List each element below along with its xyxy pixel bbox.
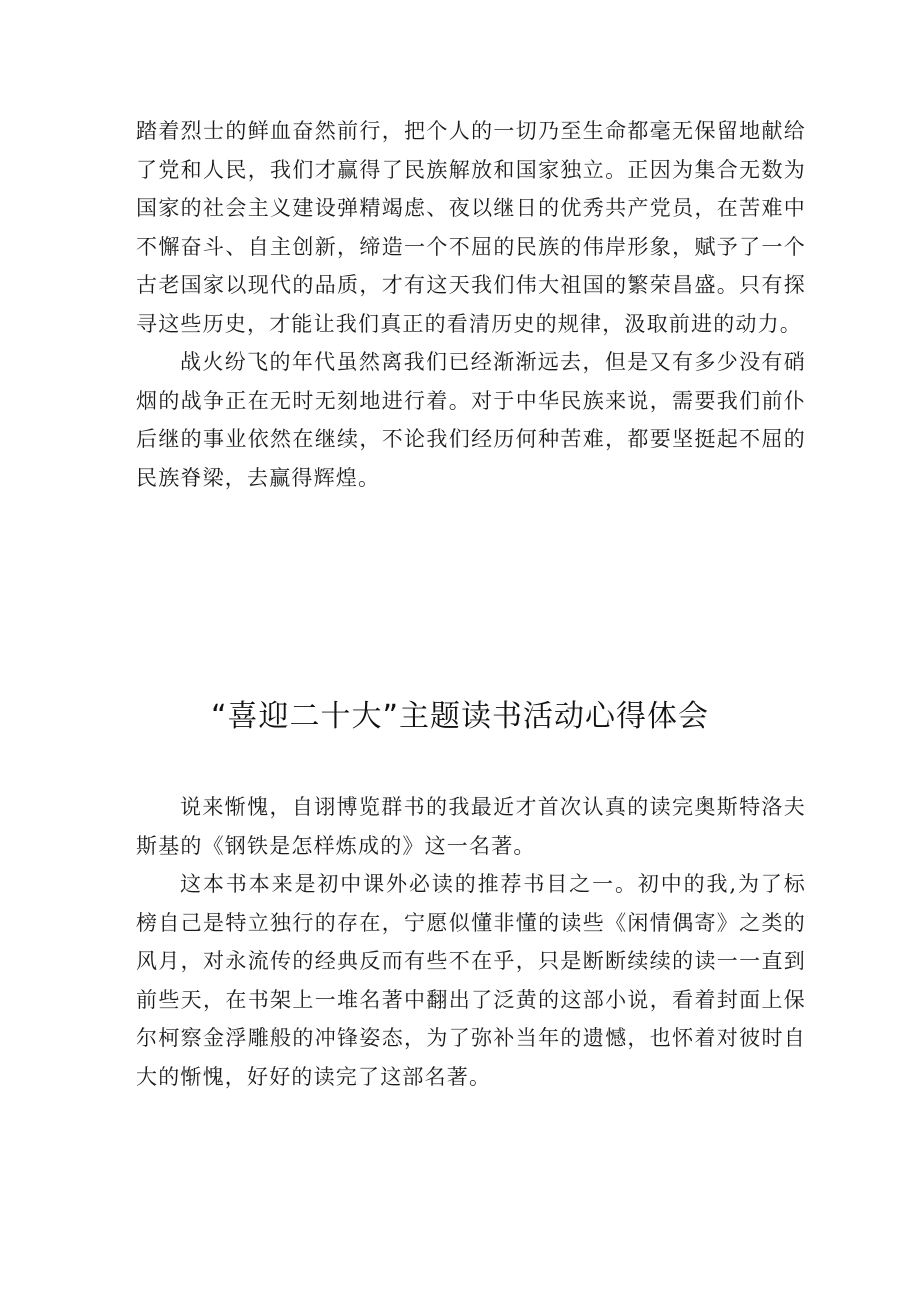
continued-text-section bbox=[136, 112, 806, 497]
article-title-container bbox=[0, 692, 920, 742]
body-paragraph: 战火纷飞的年代虽然离我们已经渐渐远去，但是又有多少没有硝烟的战争正在无时无刻地进行着。对于中华民族来说，需要我们前仆后继的事业依然在继续，不论我们经历何种苦难，都要坚挺起不屈的民族脊梁，去赢得辉煌。 bbox=[136, 350, 806, 490]
body-paragraph: 这本书本来是初中课外必读的推荐书目之一。初中的我,为了标榜自己是特立独行的存在，宁愿似懂非懂的读些《闲情偶寄》之类的风月，对永流传的经典反而有些不在乎，只是断断续续的读一一直到前些天，在书架上一堆名著中翻出了泛黄的这部小说，看着封面上保尔柯察金浮雕般的冲锋姿态，为了弥补当年的遗憾，也怀着对彼时自大的惭愧，好好的读完了这部名著。 bbox=[136, 872, 806, 1089]
article-body-section bbox=[136, 788, 806, 1096]
body-paragraph: 踏着烈士的鲜血奋然前行，把个人的一切乃至生命都毫无保留地献给了党和人民，我们才赢得了民族解放和国家独立。正因为集合无数为国家的社会主义建设弹精竭虑、夜以继日的优秀共产党员，在苦难中不懈奋斗、自主创新，缔造一个不屈的民族的伟岸形象，赋予了一个古老国家以现代的品质，才有这天我们伟大祖国的繁荣昌盛。只有探寻这些历史，才能让我们真正的看清历史的规律，汲取前进的动力。 bbox=[136, 119, 806, 336]
article-title: “喜迎二十大”主题读书活动心得体会 bbox=[210, 699, 710, 734]
body-paragraph: 说来惭愧，自诩博览群书的我最近才首次认真的读完奥斯特洛夫斯基的《钢铁是怎样炼成的》这一名著。 bbox=[136, 795, 806, 858]
